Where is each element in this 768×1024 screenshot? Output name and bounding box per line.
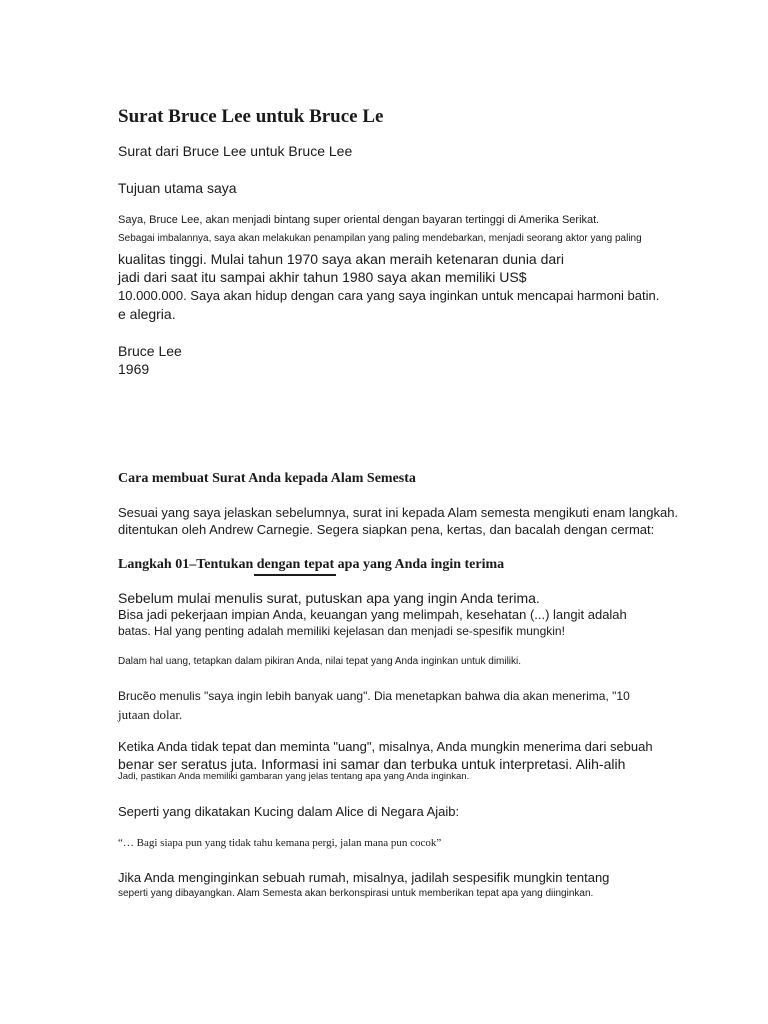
goal-heading: Tujuan utama saya xyxy=(118,180,237,196)
paragraph-line: Bisa jadi pekerjaan impian Anda, keuangan yang melimpah, kesehatan (...) langit adalah xyxy=(118,607,627,622)
paragraph-line: jutaan dolar. xyxy=(118,707,183,722)
paragraph-line: Brucẽo menulis "saya ingin lebih banyak uang". Dia menetapkan bahwa dia akan menerima, "10 xyxy=(118,689,630,703)
signature-year: 1969 xyxy=(118,361,150,377)
paragraph-line: Jika Anda menginginkan sebuah rumah, misalnya, jadilah sespesifik mungkin tentang xyxy=(118,870,610,885)
quote-line: “… Bagi siapa pun yang tidak tahu kemana pergi, jalan mana pun cocok” xyxy=(118,837,442,849)
step-heading: Langkah 01–Tentukan dengan tepat apa yang Anda ingin terima xyxy=(118,557,505,572)
paragraph-line: jadi dari saat itu sampai akhir tahun 1980 saya akan memiliki US$ xyxy=(118,269,527,285)
paragraph-line: Sebagai imbalannya, saya akan melakukan penampilan yang paling mendebarkan, menjadi seorang aktor yang paling xyxy=(118,233,642,244)
paragraph-line: 10.000.000. Saya akan hidup dengan cara yang saya inginkan untuk mencapai harmoni batin. xyxy=(118,288,660,303)
paragraph-line: batas. Hal yang penting adalah memiliki kejelasan dan menjadi se-spesifik mungkin! xyxy=(118,624,565,638)
page-subtitle: Surat dari Bruce Lee untuk Bruce Lee xyxy=(118,143,353,159)
paragraph-line: Sesuai yang saya jelaskan sebelumnya, surat ini kepada Alam semesta mengikuti enam langkah. xyxy=(118,505,679,520)
signature-name: Bruce Lee xyxy=(118,343,182,359)
paragraph-line: ditentukan oleh Andrew Carnegie. Segera siapkan pena, kertas, dan bacalah dengan cermat: xyxy=(118,522,655,537)
paragraph-line: Dalam hal uang, tetapkan dalam pikiran Anda, nilai tepat yang Anda inginkan untuk dimiliki. xyxy=(118,656,522,667)
underline-mark xyxy=(254,574,336,576)
paragraph-line: Sebelum mulai menulis surat, putuskan apa yang ingin Anda terima. xyxy=(118,590,540,606)
paragraph-line: Jadi, pastikan Anda memiliki gambaran yang jelas tentang apa yang Anda inginkan. xyxy=(118,771,470,782)
paragraph-line: Saya, Bruce Lee, akan menjadi bintang super oriental dengan bayaran tertinggi di Amerika Serikat. xyxy=(118,214,600,226)
page-title: Surat Bruce Lee untuk Bruce Le xyxy=(118,106,384,127)
paragraph-line: kualitas tinggi. Mulai tahun 1970 saya akan meraih ketenaran dunia dari xyxy=(118,251,564,267)
paragraph-line: Ketika Anda tidak tepat dan meminta "uang", misalnya, Anda mungkin menerima dari sebuah xyxy=(118,739,653,754)
paragraph-line: Seperti yang dikatakan Kucing dalam Alice di Negara Ajaib: xyxy=(118,804,460,819)
paragraph-line: e alegria. xyxy=(118,306,176,322)
paragraph-line: benar ser seratus juta. Informasi ini samar dan terbuka untuk interpretasi. Alih-alih xyxy=(118,756,626,772)
section-heading: Cara membuat Surat Anda kepada Alam Semesta xyxy=(118,471,416,486)
paragraph-line: seperti yang dibayangkan. Alam Semesta akan berkonspirasi untuk memberikan tepat apa yang diinginkan. xyxy=(118,888,594,899)
